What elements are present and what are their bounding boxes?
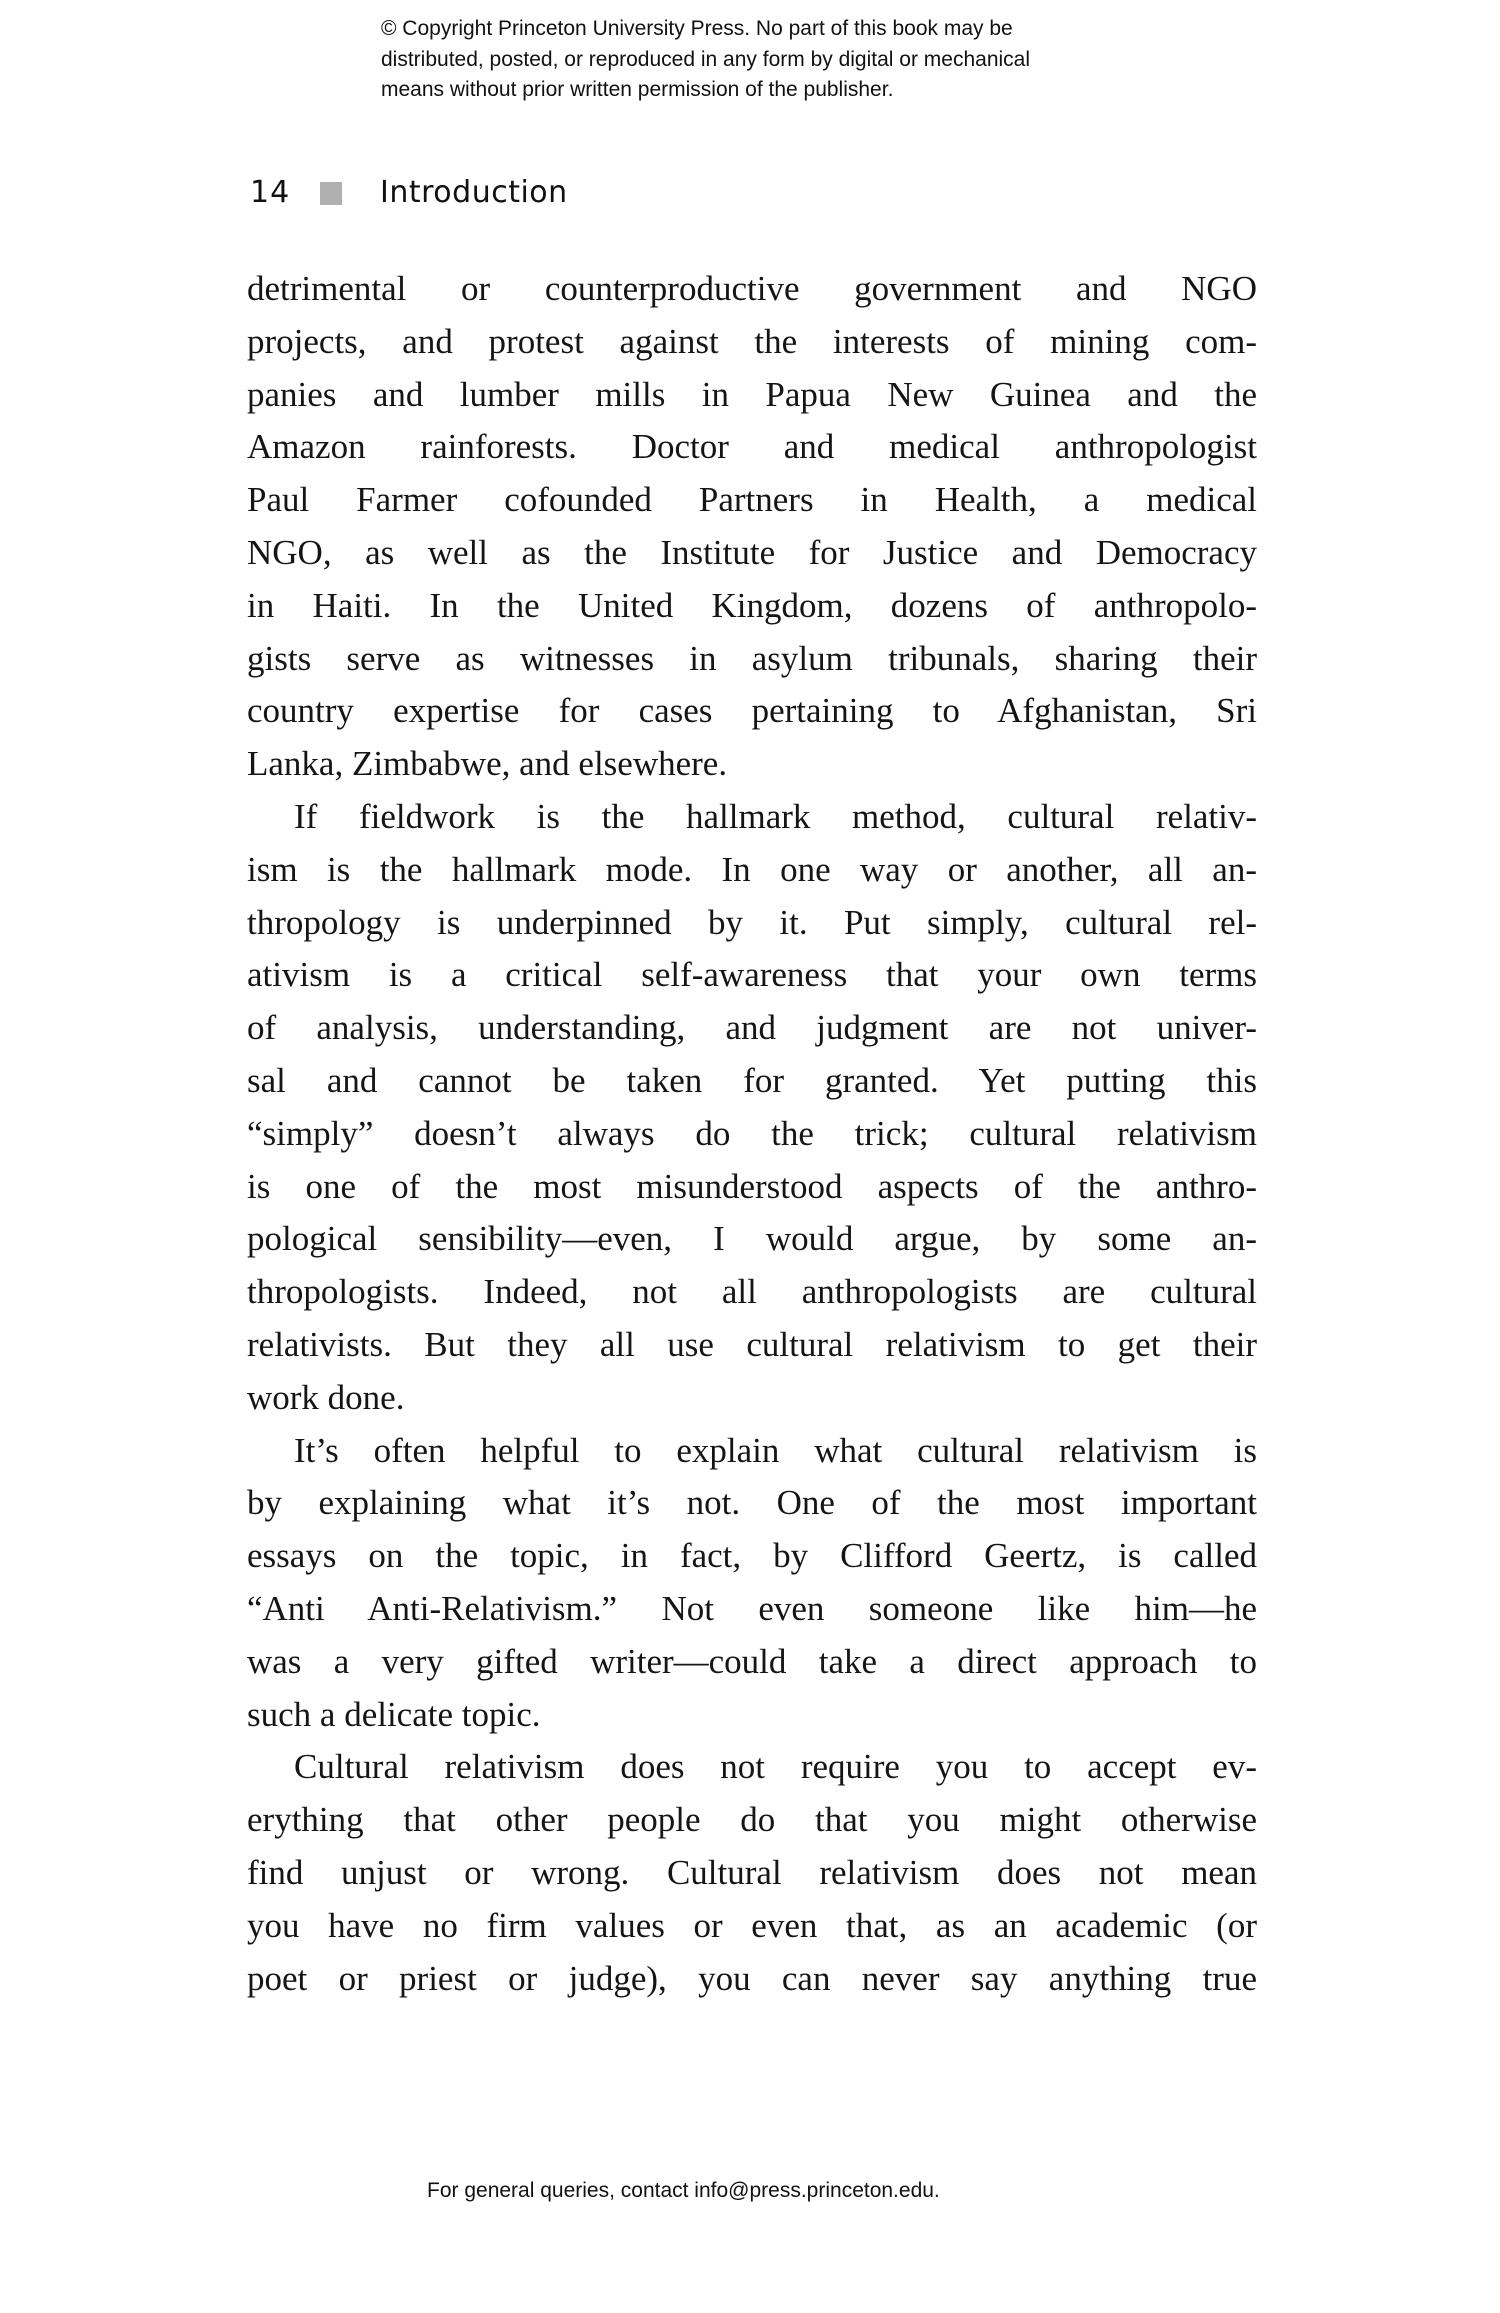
text-line: Lanka, Zimbabwe, and elsewhere. (247, 744, 728, 784)
text-line: erything that other people do that you might otherwise (247, 1800, 1257, 1840)
text-line: of analysis, understanding, and judgment are not univer- (247, 1008, 1257, 1048)
text-line: is one of the most misunderstood aspects of the anthro- (247, 1166, 1257, 1206)
copyright-line: means without prior written permission of the publisher. (381, 78, 894, 101)
copyright-line: © Copyright Princeton University Press. No part of this book may be (381, 17, 1013, 40)
text-line: sal and cannot be taken for granted. Yet putting this (247, 1060, 1257, 1100)
text-line: It’s often helpful to explain what cultural relativism is (294, 1430, 1257, 1470)
copyright-line: distributed, posted, or reproduced in any form by digital or mechanical (381, 47, 1031, 71)
text-line: NGO, as well as the Institute for Justice and Democracy (247, 532, 1257, 572)
text-line: relativists. But they all use cultural relativism to get their (247, 1324, 1257, 1364)
text-line: pological sensibility—even, I would argue, by some an- (247, 1219, 1257, 1259)
text-line: such a delicate topic. (247, 1694, 541, 1734)
chapter-title: Introduction (380, 175, 568, 210)
text-line: “simply” doesn’t always do the trick; cultural relativism (247, 1113, 1257, 1153)
text-line: poet or priest or judge), you can never say anything true (247, 1958, 1257, 1998)
text-line: “Anti Anti-Relativism.” Not even someone like him—he (247, 1588, 1257, 1628)
text-line: in Haiti. In the United Kingdom, dozens of anthropolo- (247, 585, 1257, 625)
text-line: thropologists. Indeed, not all anthropologists are cultural (247, 1272, 1257, 1312)
text-line: detrimental or counterproductive government and NGO (247, 269, 1257, 308)
text-line: ism is the hallmark mode. In one way or another, all an- (247, 849, 1257, 889)
text-line: country expertise for cases pertaining to Afghanistan, Sri (247, 691, 1257, 731)
text-line: Amazon rainforests. Doctor and medical anthropologist (247, 427, 1257, 467)
text-line: by explaining what it’s not. One of the most important (247, 1483, 1257, 1523)
text-line: thropology is underpinned by it. Put simply, cultural rel- (247, 902, 1257, 942)
text-line: you have no firm values or even that, as an academic (or (247, 1905, 1257, 1945)
text-line: panies and lumber mills in Papua New Guinea and the (247, 374, 1257, 414)
text-line: projects, and protest against the interests of mining com- (247, 321, 1257, 361)
text-line: find unjust or wrong. Cultural relativism does not mean (247, 1852, 1257, 1892)
footer-contact: For general queries, contact info@press.princeton.edu. (427, 2179, 940, 2202)
text-line: If fieldwork is the hallmark method, cultural relativ- (294, 796, 1257, 836)
text-line: gists serve as witnesses in asylum tribunals, sharing their (247, 638, 1257, 678)
text-line: Cultural relativism does not require you to accept ev- (294, 1747, 1257, 1787)
square-marker-icon (320, 182, 342, 205)
copyright-notice (381, 14, 1211, 106)
text-line: was a very gifted writer—could take a direct approach to (247, 1641, 1257, 1681)
page-number: 14 (250, 175, 291, 210)
text-line: essays on the topic, in fact, by Clifford Geertz, is called (247, 1536, 1257, 1576)
text-line: work done. (247, 1377, 405, 1417)
text-line: Paul Farmer cofounded Partners in Health, a medical (247, 480, 1257, 520)
text-line: ativism is a critical self-awareness that your own terms (247, 955, 1257, 995)
body-text (247, 263, 1257, 2005)
